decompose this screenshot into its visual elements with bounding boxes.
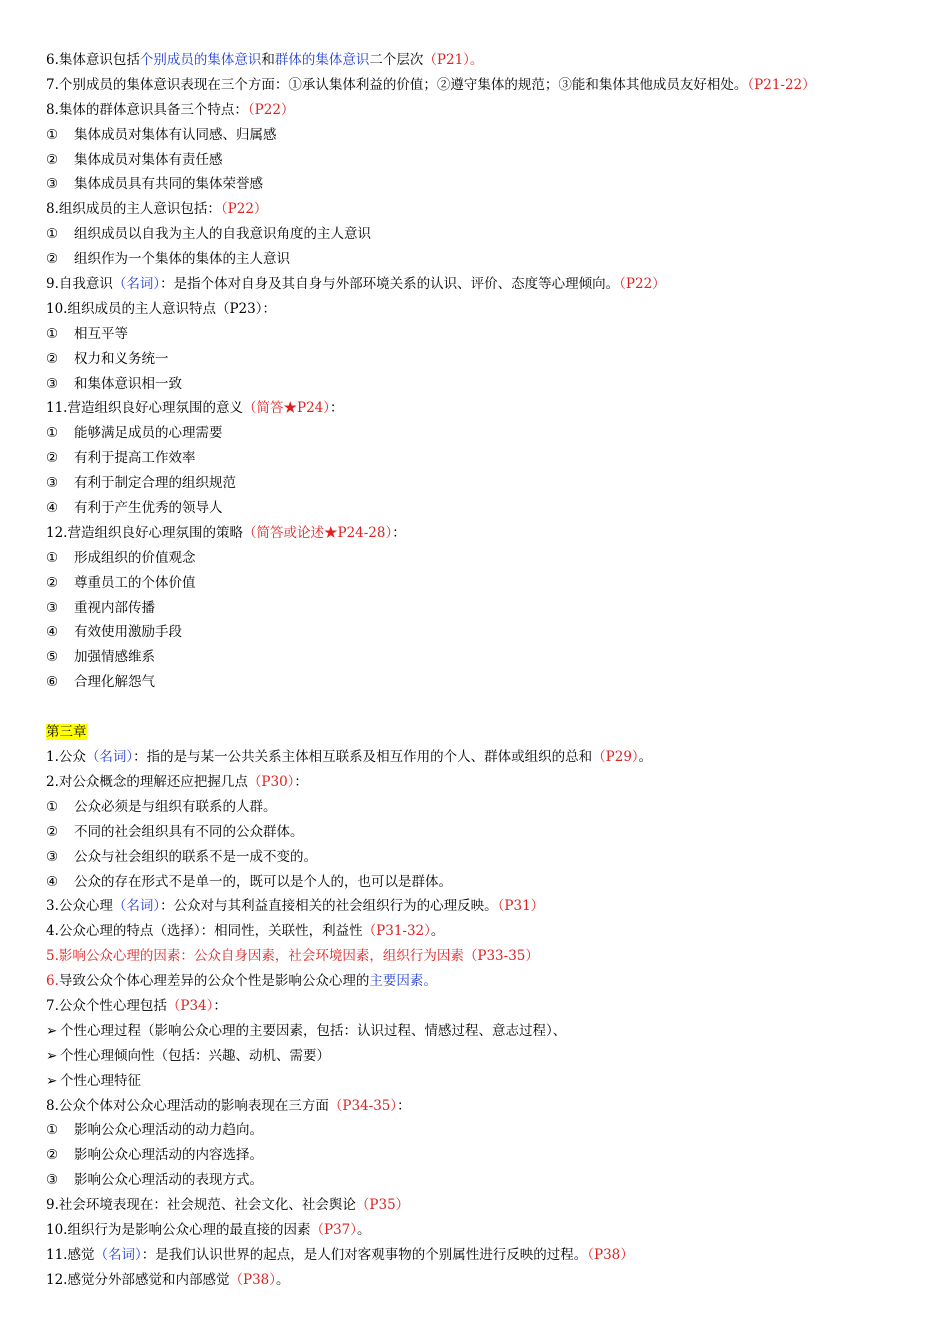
text-segment: ：是指个体对自身及其自身与外部环境关系的认识、评价、态度等心理倾向。 xyxy=(160,276,620,293)
list-marker: ⑤ xyxy=(46,649,59,666)
numbered-line xyxy=(46,272,916,297)
sub-list-item xyxy=(46,372,916,397)
text-segment: 个性心理特征 xyxy=(60,1072,141,1089)
numbered-line xyxy=(46,297,916,322)
sub-list-item xyxy=(46,820,916,845)
text-segment: 1.公众 xyxy=(46,749,86,766)
list-marker: ③ xyxy=(46,848,59,865)
text-segment: （P31-32） xyxy=(362,923,431,940)
numbered-line xyxy=(46,1243,916,1268)
list-marker: ④ xyxy=(46,500,59,517)
text-segment: 和集体意识相一致 xyxy=(74,375,182,392)
numbered-line xyxy=(46,944,916,969)
list-marker: ⑥ xyxy=(46,674,59,691)
text-segment: 5.影响公众心理的因素：公众自身因素，社会环境因素，组织行为因素（P33-35） xyxy=(46,948,539,965)
text-segment: 个性心理倾向性（包括：兴趣、动机、需要） xyxy=(60,1047,330,1064)
text-segment: 影响公众心理活动的动力趋向。 xyxy=(74,1122,263,1139)
text-segment: （P38） xyxy=(587,1246,634,1263)
list-marker: ① xyxy=(46,126,59,143)
numbered-line xyxy=(46,1193,916,1218)
list-marker: ① xyxy=(46,1122,59,1139)
sub-list-item xyxy=(46,870,916,895)
text-segment: 集体成员对集体有责任感 xyxy=(74,151,223,168)
sub-list-item xyxy=(46,620,916,645)
text-segment: ：指的是与某一公共关系主体相互联系及相互作用的个人、群体或组织的总和 xyxy=(133,749,593,766)
text-segment: 4.公众心理的特点（选择）：相同性，关联性，利益性 xyxy=(46,923,363,940)
text-segment: 和 xyxy=(261,52,275,68)
list-marker: ③ xyxy=(46,1172,59,1189)
text-segment: 不同的社会组织具有不同的公众群体。 xyxy=(74,823,304,840)
numbered-line xyxy=(46,197,916,222)
document-body xyxy=(46,48,916,1293)
text-segment: ： xyxy=(392,524,406,541)
text-segment: 。 xyxy=(357,1221,371,1238)
text-segment: ： xyxy=(397,1097,411,1114)
sub-list-item xyxy=(46,670,916,695)
text-segment: 9.社会环境表现在：社会规范、社会文化、社会舆论 xyxy=(46,1197,356,1214)
list-marker: ③ xyxy=(46,475,59,492)
sub-list-item xyxy=(46,347,916,372)
list-marker: ① xyxy=(46,425,59,442)
arrow-bullet-icon: ➢ xyxy=(46,1022,58,1039)
list-marker: ① xyxy=(46,325,59,342)
text-segment: ： xyxy=(330,400,344,417)
list-marker: ① xyxy=(46,549,59,566)
text-segment: 主要因素。 xyxy=(369,973,437,990)
text-segment: （P35） xyxy=(355,1197,410,1214)
text-segment: 个别成员的集体意识 xyxy=(139,52,262,68)
numbered-line xyxy=(46,98,916,123)
chapter-heading: 第三章 xyxy=(46,724,87,741)
bullet-item xyxy=(46,1044,916,1069)
text-segment: 10.组织成员的主人意识特点（P23）： xyxy=(46,300,276,317)
numbered-line xyxy=(46,396,916,421)
numbered-line xyxy=(46,1218,916,1243)
numbered-line xyxy=(46,994,916,1019)
numbered-line xyxy=(46,1094,916,1119)
numbered-line xyxy=(46,969,916,994)
arrow-bullet-icon: ➢ xyxy=(46,1072,58,1089)
text-segment: ：是我们认识世界的起点，是人们对客观事物的个别属性进行反映的过程。 xyxy=(141,1246,588,1263)
text-segment: 7.个别成员的集体意识表现在三个方面：①承认集体利益的价值；②遵守集体的规范；③能和集体其他成员友好相处。 xyxy=(46,76,748,93)
text-segment: 8.集体的群体意识具备三个特点： xyxy=(46,101,248,118)
numbered-line xyxy=(46,1268,916,1293)
text-segment: 权力和义务统一 xyxy=(74,350,169,367)
numbered-line xyxy=(46,521,916,546)
text-segment: （名词） xyxy=(112,276,161,293)
text-segment: 组织成员以自我为主人的自我意识角度的主人意识 xyxy=(74,226,371,243)
text-segment: （P21-22） xyxy=(747,76,816,93)
text-segment: 影响公众心理活动的内容选择。 xyxy=(74,1147,263,1164)
text-segment: 公众与社会组织的联系不是一成不变的。 xyxy=(74,848,317,865)
sub-list-item xyxy=(46,222,916,247)
list-marker: ② xyxy=(46,1147,59,1164)
sub-list-item xyxy=(46,596,916,621)
list-marker: ① xyxy=(46,226,59,243)
text-segment: （P21）。 xyxy=(423,52,484,68)
text-segment: 能够满足成员的心理需要 xyxy=(74,425,223,442)
list-marker: ③ xyxy=(46,375,59,392)
text-segment: （名词） xyxy=(85,749,134,766)
text-segment: 重视内部传播 xyxy=(74,599,155,616)
sub-list-item xyxy=(46,322,916,347)
text-segment: 。 xyxy=(276,1271,290,1288)
text-segment: 有利于制定合理的组织规范 xyxy=(74,475,236,492)
text-segment: 有利于提高工作效率 xyxy=(74,450,196,467)
list-marker: ② xyxy=(46,450,59,467)
sub-list-item xyxy=(46,123,916,148)
text-segment: 相互平等 xyxy=(74,325,128,342)
sub-list-item xyxy=(46,421,916,446)
sub-list-item xyxy=(46,1168,916,1193)
sub-list-item xyxy=(46,471,916,496)
text-segment: 12.感觉分外部感觉和内部感觉 xyxy=(46,1271,230,1288)
bullet-item xyxy=(46,1019,916,1044)
sub-list-item xyxy=(46,148,916,173)
text-segment: 。 xyxy=(638,749,653,766)
list-marker: ② xyxy=(46,350,59,367)
text-segment: （名词） xyxy=(112,898,161,915)
list-marker: ② xyxy=(46,151,59,168)
list-marker: ② xyxy=(46,251,59,268)
text-segment: （P38） xyxy=(229,1271,276,1288)
text-segment: ：公众对与其利益直接相关的社会组织行为的心理反映。 xyxy=(160,898,498,915)
numbered-line xyxy=(46,770,916,795)
numbered-line xyxy=(46,919,916,944)
sub-list-item xyxy=(46,172,916,197)
text-segment: 有效使用激励手段 xyxy=(74,624,182,641)
text-segment: 12.营造组织良好心理氛围的策略 xyxy=(46,524,243,541)
sub-list-item xyxy=(46,645,916,670)
text-segment: 影响公众心理活动的表现方式。 xyxy=(74,1172,263,1189)
text-segment: 导致公众个体心理差异的公众个性是影响公众心理的 xyxy=(58,973,370,990)
text-segment: 8.组织成员的主人意识包括： xyxy=(46,201,221,218)
text-segment: （P22） xyxy=(220,201,268,218)
list-marker: ① xyxy=(46,798,59,815)
text-segment: 公众的存在形式不是单一的，既可以是个人的，也可以是群体。 xyxy=(74,873,452,890)
numbered-line xyxy=(46,720,916,745)
sub-list-item xyxy=(46,546,916,571)
text-segment: 集体成员对集体有认同感、归属感 xyxy=(74,126,277,143)
text-segment: （P29） xyxy=(592,749,639,766)
text-segment: 11.感觉 xyxy=(46,1246,95,1263)
text-segment: （P34-35） xyxy=(328,1097,398,1114)
list-marker: ② xyxy=(46,574,59,591)
text-segment: 10.组织行为是影响公众心理的最直接的因素 xyxy=(46,1221,311,1238)
text-segment: 8.公众个体对公众心理活动的影响表现在三方面 xyxy=(46,1097,329,1114)
text-segment: 。 xyxy=(430,923,445,940)
text-segment: 加强情感维系 xyxy=(74,649,155,666)
sub-list-item xyxy=(46,1118,916,1143)
text-segment: 合理化解怨气 xyxy=(74,674,155,691)
text-segment: 集体成员具有共同的集体荣誉感 xyxy=(74,176,263,193)
sub-list-item xyxy=(46,571,916,596)
text-segment: 7.公众个性心理包括 xyxy=(46,997,167,1014)
list-marker: ④ xyxy=(46,624,59,641)
text-segment: 6.集体意识包括 xyxy=(46,52,140,68)
bullet-item xyxy=(46,1069,916,1094)
text-segment: 11.营造组织良好心理氛围的意义 xyxy=(46,400,243,417)
sub-list-item xyxy=(46,496,916,521)
text-segment: （简答★P24） xyxy=(242,400,330,417)
text-segment: ： xyxy=(294,773,308,790)
text-segment: （P37） xyxy=(310,1221,357,1238)
text-segment: 个性心理过程（影响公众心理的主要因素，包括：认识过程、情感过程、意志过程）、 xyxy=(60,1022,567,1039)
numbered-line xyxy=(46,745,916,770)
text-segment: ： xyxy=(213,997,227,1014)
text-segment: 二个层次 xyxy=(369,52,424,68)
text-segment: （P31） xyxy=(497,898,545,915)
text-segment: 2.对公众概念的理解还应把握几点 xyxy=(46,773,248,790)
text-segment: 有利于产生优秀的领导人 xyxy=(74,500,223,517)
list-marker: ③ xyxy=(46,599,59,616)
numbered-line xyxy=(46,894,916,919)
text-segment: 6. xyxy=(46,973,59,990)
text-segment: 尊重员工的个体价值 xyxy=(74,574,196,591)
list-marker: ③ xyxy=(46,176,59,193)
text-segment: （简答或论述★P24-28） xyxy=(242,524,393,541)
text-segment: 3.公众心理 xyxy=(46,898,113,915)
sub-list-item xyxy=(46,247,916,272)
list-marker: ④ xyxy=(46,873,59,890)
text-segment: 9.自我意识 xyxy=(46,276,113,293)
text-segment: （P34） xyxy=(166,997,214,1014)
text-segment: （P30） xyxy=(247,773,295,790)
text-segment: （P22） xyxy=(619,276,666,293)
sub-list-item xyxy=(46,795,916,820)
text-segment: 公众必须是与组织有联系的人群。 xyxy=(74,798,277,815)
text-segment: （P22） xyxy=(247,101,295,118)
sub-list-item xyxy=(46,446,916,471)
spacer xyxy=(46,695,916,720)
sub-list-item xyxy=(46,1143,916,1168)
sub-list-item xyxy=(46,845,916,870)
numbered-line xyxy=(46,48,916,73)
text-segment: 群体的集体意识 xyxy=(274,52,370,68)
list-marker: ② xyxy=(46,823,59,840)
text-segment: 组织作为一个集体的集体的主人意识 xyxy=(74,251,290,268)
text-segment: 形成组织的价值观念 xyxy=(74,549,196,566)
text-segment: （名词） xyxy=(94,1246,142,1263)
arrow-bullet-icon: ➢ xyxy=(46,1047,58,1064)
numbered-line xyxy=(46,73,916,98)
